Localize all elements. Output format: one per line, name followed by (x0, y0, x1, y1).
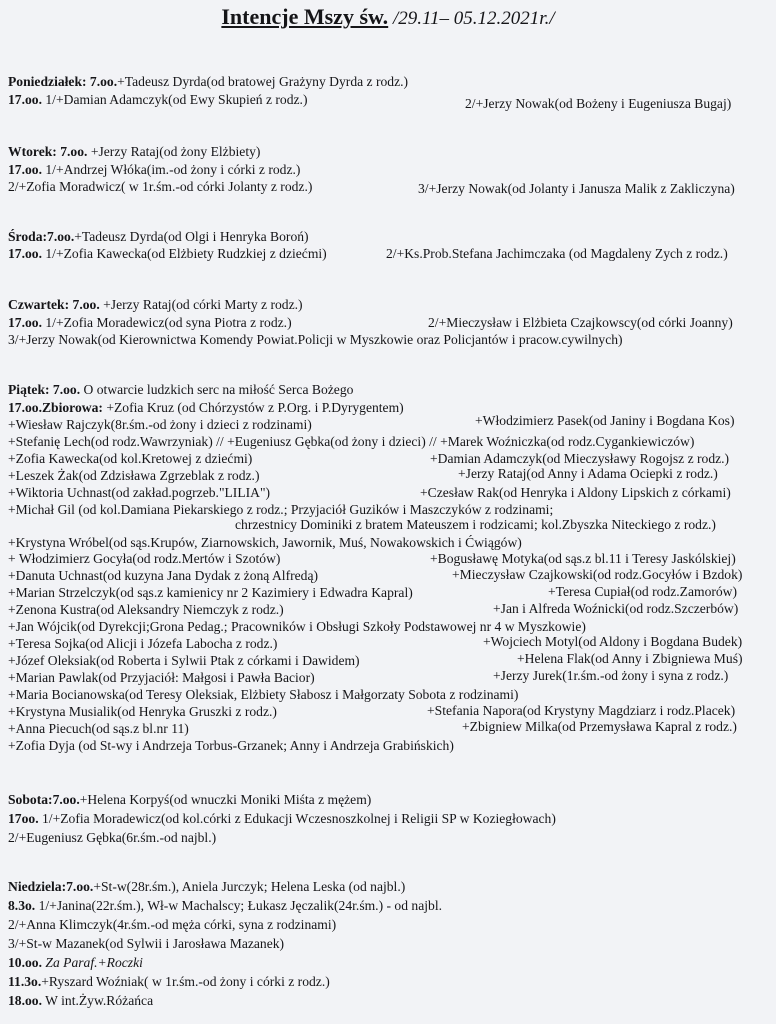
friday-collective-left-14: +Józef Oleksiak(od Roberta i Sylwii Ptak z córkami i Dawidem) (8, 653, 360, 668)
saturday-line-2 (8, 810, 556, 827)
tuesday-line-1 (8, 143, 260, 160)
thursday-intention-1: +Jerzy Rataj(od córki Marty z rodz.) (99, 297, 303, 312)
wednesday-time-17: 17.oo. (8, 246, 42, 261)
tuesday-intention-3: 2/+Zofia Moradwicz( w 1r.śm.-od córki Jolanty z rodz.) (8, 179, 313, 194)
saturday-intention-3: 2/+Eugeniusz Gębka(6r.śm.-od najbl.) (8, 830, 217, 845)
monday-intention-3: 2/+Jerzy Nowak(od Bożeny i Eugeniusza Bugaj) (465, 96, 732, 111)
sunday-line-7 (8, 992, 153, 1009)
monday-time-17: 17.oo. (8, 92, 42, 107)
friday-collective-left-3: +Zofia Kawecka(od kol.Kretowej z dziećmi) (8, 451, 253, 466)
sunday-time-18: 18.oo. (8, 993, 42, 1008)
friday-collective-left-6: +Michał Gil (od kol.Damiana Piekarskiego z rodz.; Przyjaciół Guzików i Maszczyków z rodzinami; (8, 502, 554, 517)
friday-line-2 (8, 399, 404, 416)
friday-collective-left-18: +Anna Piecuch(od sąs.z bl.nr 11) (8, 721, 189, 736)
tuesday-time-17: 17.oo. (8, 162, 42, 177)
friday-collective-right-18: +Zbigniew Milka(od Przemysława Kapral z rodz.) (462, 719, 737, 734)
tuesday-intention-1: +Jerzy Rataj(od żony Elżbiety) (87, 144, 261, 159)
friday-collective-left-16: +Maria Bocianowska(od Teresy Oleksiak, Elżbiety Słabosz i Małgorzaty Sobota z rodzinami) (8, 687, 519, 702)
friday-collective-left-10: +Marian Strzelczyk(od sąs.z kamienicy nr 2 Kazimiery i Edwadra Kapral) (8, 585, 413, 600)
thursday-label: Czwartek: 7.oo. (8, 297, 100, 312)
friday-collective-left-1: +Wiesław Rajczyk(8r.śm.-od żony i dzieci z rodzinami) (8, 417, 312, 432)
friday-collective-left-2: +Stefanię Lech(od rodz.Wawrzyniak) // +Eugeniusz Gębka(od żony i dzieci) // +Marek Woźniczka(od rodz.Cygankiewiczów) (8, 434, 695, 449)
sunday-intention-1: +St-w(28r.śm.), Aniela Jurczyk; Helena Leska (od najbl.) (93, 879, 406, 894)
monday-line-1 (8, 73, 408, 90)
wednesday-line-1 (8, 228, 309, 245)
monday-line-2 (8, 91, 308, 108)
thursday-intention-4: 3/+Jerzy Nowak(od Kierownictwa Komendy Powiat.Policji w Myszkowie oraz Policjantów i pracow.cywilnych) (8, 332, 623, 347)
thursday-intention-2: 1/+Zofia Moradewicz(od syna Piotra z rodz.) (41, 315, 292, 330)
friday-collective-left-4: +Leszek Żak(od Zdzisława Zgrzeblak z rodz.) (8, 468, 260, 483)
friday-collective-left-11: +Zenona Kustra(od Aleksandry Niemczyk z rodz.) (8, 602, 284, 617)
friday-collective-right-1: +Włodzimierz Pasek(od Janiny i Bogdana Kos) (475, 413, 735, 428)
sunday-label: Niedziela:7.oo. (8, 879, 94, 894)
title-main: Intencje Mszy św. (221, 4, 389, 29)
tuesday-intention-2: 1/+Andrzej Włóka(im.-od żony i córki z rodz.) (41, 162, 301, 177)
wednesday-intention-3: 2/+Ks.Prob.Stefana Jachimczaka (od Magdaleny Zych z rodz.) (386, 246, 728, 261)
saturday-line-1 (8, 791, 371, 808)
friday-collective-left-9: +Danuta Uchnast(od kuzyna Jana Dydak z żoną Alfredą) (8, 568, 319, 583)
saturday-time-17: 17oo. (8, 811, 39, 826)
friday-intention-1: O otwarcie ludzkich serc na miłość Serca Bożego (80, 382, 354, 397)
friday-collective-1: +Zofia Kruz (od Chórzystów z P.Org. i P.Dyrygentem) (102, 400, 404, 415)
friday-label: Piątek: 7.oo. (8, 382, 81, 397)
sunday-line-5 (8, 954, 143, 971)
friday-collective-right-11: +Jan i Alfreda Woźnicki(od rodz.Szczerbów) (493, 601, 739, 616)
friday-collective-right-9: +Mieczysław Czajkowski(od rodz.Gocyłów i Bzdok) (452, 567, 743, 582)
thursday-line-1 (8, 296, 303, 313)
saturday-label: Sobota:7.oo. (8, 792, 80, 807)
wednesday-line-2 (8, 245, 327, 262)
friday-collective-right-10: +Teresa Cupiał(od rodz.Zamorów) (548, 584, 738, 599)
friday-collective-left-7: +Krystyna Wróbel(od sąs.Krupów, Ziarnowskich, Jawornik, Muś, Nowakowskich i Ćwiągów) (8, 535, 522, 550)
wednesday-intention-2: 1/+Zofia Kawecka(od Elżbiety Rudzkiej z dziećmi) (41, 246, 327, 261)
thursday-time-17: 17.oo. (8, 315, 42, 330)
sunday-intention-7: W int.Żyw.Różańca (41, 993, 154, 1008)
friday-collective-left-17: +Krystyna Musialik(od Henryka Gruszki z rodz.) (8, 704, 277, 719)
friday-collective-left-5: +Wiktoria Uchnast(od zakład.pogrzeb."LILIA") (8, 485, 271, 500)
friday-collective-right-17: +Stefania Napora(od Krystyny Magdziarz i rodz.Placek) (427, 703, 736, 718)
monday-intention-1: +Tadeusz Dyrda(od bratowej Grażyny Dyrda z rodz.) (117, 74, 409, 89)
tuesday-line-2 (8, 161, 300, 178)
sunday-line-1 (8, 878, 405, 895)
title-dates: /29.11– 05.12.2021r./ (388, 8, 555, 29)
monday-label: Poniedziałek: 7.oo. (8, 74, 118, 89)
sunday-intention-5: Za Paraf.+Roczki (41, 955, 143, 970)
wednesday-intention-1: +Tadeusz Dyrda(od Olgi i Henryka Boroń) (74, 229, 309, 244)
friday-collective-right-5: +Czesław Rak(od Henryka i Aldony Lipskich z córkami) (420, 485, 731, 500)
friday-collective-right-4: +Jerzy Rataj(od Anny i Adama Ociepki z rodz.) (458, 466, 718, 481)
thursday-intention-3: 2/+Mieczysław i Elżbieta Czajkowscy(od córki Joanny) (428, 315, 733, 330)
wednesday-label: Środa:7.oo. (8, 229, 75, 244)
friday-collective-left-12: +Jan Wójcik(od Dyrekcji;Grona Pedag.; Pracowników i Obsługi Szkoły Podstawowej nr 4 w Myszkowie) (8, 619, 586, 634)
friday-collective-left-19: +Zofia Dyja (od St-wy i Andrzeja Torbus-Grzanek; Anny i Andrzeja Grabińskich) (8, 738, 454, 753)
friday-collective-right-13: +Wojciech Motyl(od Aldony i Bogdana Budek) (483, 634, 743, 649)
sunday-line-2 (8, 897, 442, 914)
sunday-intention-2: 1/+Janina(22r.śm.), Wł-w Machalscy; Łukasz Jęczalik(24r.śm.) - od najbl. (35, 898, 443, 913)
friday-collective-right-3: +Damian Adamczyk(od Mieczysławy Rogojsz z rodz.) (430, 451, 730, 466)
sunday-time-830: 8.3o. (8, 898, 36, 913)
friday-collective-right-14: +Helena Flak(od Anny i Zbigniewa Muś) (517, 651, 743, 666)
sunday-intention-3: 2/+Anna Klimczyk(4r.śm.-od męża córki, syna z rodzinami) (8, 917, 337, 932)
monday-intention-2: 1/+Damian Adamczyk(od Ewy Skupień z rodz.) (41, 92, 308, 107)
tuesday-intention-4: 3/+Jerzy Nowak(od Jolanty i Janusza Malik z Zakliczyna) (418, 181, 735, 196)
sunday-time-1130: 11.3o. (8, 974, 42, 989)
friday-collective-left-8: + Włodzimierz Gocyła(od rodz.Mertów i Szotów) (8, 551, 281, 566)
friday-collective-right-15: +Jerzy Jurek(1r.śm.-od żony i syna z rodz.) (493, 668, 729, 683)
saturday-intention-1: +Helena Korpyś(od wnuczki Moniki Miśta z mężem) (79, 792, 372, 807)
tuesday-label: Wtorek: 7.oo. (8, 144, 88, 159)
friday-collective-right-8: +Bogusławę Motyka(od sąs.z bl.11 i Teresy Jaskólskiej) (430, 551, 736, 566)
thursday-line-2 (8, 314, 292, 331)
saturday-intention-2: 1/+Zofia Moradewicz(od kol.córki z Edukacji Wczesnoszkolnej i Religii SP w Koziegłowach) (38, 811, 556, 826)
friday-collective-left-15: +Marian Pawlak(od Przyjaciół: Małgosi i Pawła Bacior) (8, 670, 315, 685)
page-title (0, 4, 776, 30)
sunday-line-6 (8, 973, 330, 990)
friday-line-1 (8, 381, 353, 398)
friday-collective-left-13: +Teresa Sojka(od Alicji i Józefa Labocha z rodz.) (8, 636, 278, 651)
friday-collective-label: 17.oo.Zbiorowa: (8, 400, 103, 415)
friday-collective-left-6b: chrzestnicy Dominiki z bratem Mateuszem i rodzicami; kol.Zbyszka Niteckiego z rodz.) (235, 517, 716, 532)
sunday-intention-6: +Ryszard Woźniak( w 1r.śm.-od żony i córki z rodz.) (41, 974, 330, 989)
sunday-intention-4: 3/+St-w Mazanek(od Sylwii i Jarosława Mazanek) (8, 936, 285, 951)
sunday-time-10: 10.oo. (8, 955, 42, 970)
